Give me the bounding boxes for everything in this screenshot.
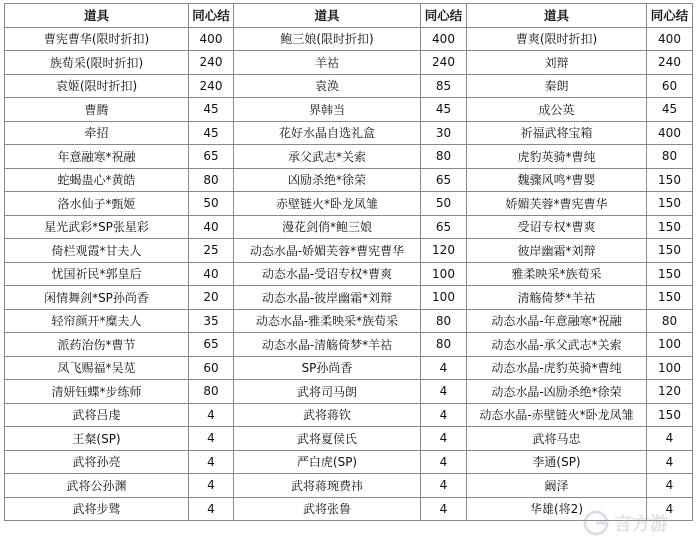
cell-value-2: 80 xyxy=(421,309,467,333)
cell-item-3: 秦朗 xyxy=(467,74,647,98)
cell-item-3: 动态水晶-赤壁链火*卧龙凤雏 xyxy=(467,403,647,427)
cell-item-1: 星光武彩*SP张星彩 xyxy=(5,215,189,239)
cell-item-3: 彼岸幽霜*刘辩 xyxy=(467,239,647,263)
cell-item-1: 洛水仙子*甄姬 xyxy=(5,192,189,216)
cell-value-3: 100 xyxy=(647,356,693,380)
cell-value-3: 400 xyxy=(647,121,693,145)
cell-value-1: 80 xyxy=(189,168,234,192)
cell-value-3: 4 xyxy=(647,497,693,521)
header-cell-item-2: 道具 xyxy=(234,4,421,28)
header-cell-value-2: 同心结 xyxy=(421,4,467,28)
cell-value-1: 4 xyxy=(189,474,234,498)
cell-value-2: 4 xyxy=(421,380,467,404)
cell-item-1: 派药治伤*曹节 xyxy=(5,333,189,357)
cell-value-1: 45 xyxy=(189,121,234,145)
cell-item-2: 动态水晶-清觞倚梦*羊祜 xyxy=(234,333,421,357)
cell-item-1: 倚栏观霞*甘夫人 xyxy=(5,239,189,263)
cell-value-1: 240 xyxy=(189,51,234,75)
cell-item-2: 动态水晶-受诏专权*曹爽 xyxy=(234,262,421,286)
cell-value-3: 4 xyxy=(647,427,693,451)
cell-item-3: 动态水晶-年意融寒*祝融 xyxy=(467,309,647,333)
cell-value-3: 80 xyxy=(647,309,693,333)
table-row xyxy=(5,356,693,380)
cell-item-2: 赤壁链火*卧龙凤雏 xyxy=(234,192,421,216)
cell-item-2: 严白虎(SP) xyxy=(234,450,421,474)
cell-item-3: 雅柔映采*族荀采 xyxy=(467,262,647,286)
cell-value-1: 4 xyxy=(189,403,234,427)
cell-value-2: 120 xyxy=(421,239,467,263)
cell-value-3: 100 xyxy=(647,333,693,357)
cell-item-1: 袁姬(限时折扣) xyxy=(5,74,189,98)
cell-value-3: 150 xyxy=(647,192,693,216)
exchange-table xyxy=(4,3,693,521)
cell-value-1: 40 xyxy=(189,262,234,286)
cell-item-2: 动态水晶-彼岸幽霜*刘辩 xyxy=(234,286,421,310)
cell-item-2: 武将张鲁 xyxy=(234,497,421,521)
cell-value-2: 65 xyxy=(421,168,467,192)
table-row xyxy=(5,74,693,98)
cell-item-3: 受诏专权*曹爽 xyxy=(467,215,647,239)
cell-item-1: 武将公孙渊 xyxy=(5,474,189,498)
cell-value-1: 40 xyxy=(189,215,234,239)
cell-item-3: 刘辩 xyxy=(467,51,647,75)
cell-item-1: 蛇蝎蛊心*黄皓 xyxy=(5,168,189,192)
cell-item-2: 承父武志*关索 xyxy=(234,145,421,169)
cell-value-3: 80 xyxy=(647,145,693,169)
cell-item-3: 曹爽(限时折扣) xyxy=(467,27,647,51)
cell-item-2: 羊祜 xyxy=(234,51,421,75)
table-row xyxy=(5,168,693,192)
header-cell-item-1: 道具 xyxy=(5,4,189,28)
cell-value-2: 4 xyxy=(421,497,467,521)
cell-value-2: 85 xyxy=(421,74,467,98)
cell-value-2: 100 xyxy=(421,286,467,310)
cell-value-2: 65 xyxy=(421,215,467,239)
cell-item-2: 动态水晶-娇媚芙蓉*曹宪曹华 xyxy=(234,239,421,263)
cell-item-2: 武将司马朗 xyxy=(234,380,421,404)
cell-item-3: 虎豹英骑*曹纯 xyxy=(467,145,647,169)
table-row xyxy=(5,27,693,51)
cell-item-3: 华雄(将2) xyxy=(467,497,647,521)
table-row xyxy=(5,262,693,286)
cell-value-1: 45 xyxy=(189,98,234,122)
cell-value-2: 4 xyxy=(421,403,467,427)
cell-value-1: 240 xyxy=(189,74,234,98)
table-row xyxy=(5,497,693,521)
table-row xyxy=(5,403,693,427)
cell-value-2: 45 xyxy=(421,98,467,122)
cell-value-1: 20 xyxy=(189,286,234,310)
cell-value-3: 150 xyxy=(647,262,693,286)
cell-value-2: 400 xyxy=(421,27,467,51)
table-body xyxy=(5,27,693,521)
cell-item-1: 凤飞赐福*吴苋 xyxy=(5,356,189,380)
table-row xyxy=(5,239,693,263)
cell-value-3: 150 xyxy=(647,215,693,239)
cell-value-1: 25 xyxy=(189,239,234,263)
cell-value-3: 150 xyxy=(647,239,693,263)
cell-value-3: 240 xyxy=(647,51,693,75)
cell-item-3: 阚泽 xyxy=(467,474,647,498)
cell-value-2: 80 xyxy=(421,333,467,357)
cell-value-1: 4 xyxy=(189,427,234,451)
cell-item-2: SP孙尚香 xyxy=(234,356,421,380)
header-cell-value-3: 同心结 xyxy=(647,4,693,28)
cell-item-3: 娇媚芙蓉*曹宪曹华 xyxy=(467,192,647,216)
cell-item-3: 清觞倚梦*羊祜 xyxy=(467,286,647,310)
svg-text:言方游: 言方游 xyxy=(614,514,668,535)
cell-item-3: 魏骤风鸣*曹婴 xyxy=(467,168,647,192)
table-row xyxy=(5,474,693,498)
cell-item-2: 武将蒋琬费祎 xyxy=(234,474,421,498)
table-row xyxy=(5,145,693,169)
cell-value-3: 4 xyxy=(647,450,693,474)
cell-item-2: 界韩当 xyxy=(234,98,421,122)
cell-value-1: 4 xyxy=(189,497,234,521)
cell-value-2: 80 xyxy=(421,145,467,169)
cell-item-3: 祈福武将宝箱 xyxy=(467,121,647,145)
table-row xyxy=(5,98,693,122)
cell-value-3: 45 xyxy=(647,98,693,122)
cell-item-1: 清妍钰蝶*步练师 xyxy=(5,380,189,404)
cell-value-3: 400 xyxy=(647,27,693,51)
cell-value-2: 100 xyxy=(421,262,467,286)
cell-item-2: 花好水晶自选礼盒 xyxy=(234,121,421,145)
table-row xyxy=(5,333,693,357)
table-header xyxy=(5,4,693,28)
cell-item-1: 曹腾 xyxy=(5,98,189,122)
table-row xyxy=(5,215,693,239)
cell-item-1: 王粲(SP) xyxy=(5,427,189,451)
cell-value-3: 4 xyxy=(647,474,693,498)
cell-item-1: 武将吕虔 xyxy=(5,403,189,427)
cell-value-1: 65 xyxy=(189,333,234,357)
cell-value-2: 4 xyxy=(421,427,467,451)
cell-item-2: 凶励杀绝*徐荣 xyxy=(234,168,421,192)
cell-value-2: 50 xyxy=(421,192,467,216)
table-row xyxy=(5,286,693,310)
cell-value-2: 30 xyxy=(421,121,467,145)
cell-item-1: 牵招 xyxy=(5,121,189,145)
cell-value-3: 150 xyxy=(647,403,693,427)
table-row xyxy=(5,121,693,145)
cell-value-1: 50 xyxy=(189,192,234,216)
cell-value-1: 65 xyxy=(189,145,234,169)
cell-item-3: 动态水晶-承父武志*关索 xyxy=(467,333,647,357)
cell-item-2: 鲍三娘(限时折扣) xyxy=(234,27,421,51)
cell-value-3: 120 xyxy=(647,380,693,404)
cell-value-1: 400 xyxy=(189,27,234,51)
cell-item-3: 武将马忠 xyxy=(467,427,647,451)
cell-item-1: 曹宪曹华(限时折扣) xyxy=(5,27,189,51)
cell-item-3: 动态水晶-凶励杀绝*徐荣 xyxy=(467,380,647,404)
cell-value-2: 4 xyxy=(421,474,467,498)
header-cell-item-3: 道具 xyxy=(467,4,647,28)
cell-item-1: 年意融寒*祝融 xyxy=(5,145,189,169)
cell-value-1: 60 xyxy=(189,356,234,380)
header-row xyxy=(5,4,693,28)
cell-value-3: 150 xyxy=(647,168,693,192)
cell-item-2: 动态水晶-雅柔映采*族荀采 xyxy=(234,309,421,333)
cell-item-1: 族荀采(限时折扣) xyxy=(5,51,189,75)
cell-item-3: 李通(SP) xyxy=(467,450,647,474)
cell-value-2: 240 xyxy=(421,51,467,75)
table-row xyxy=(5,51,693,75)
cell-item-1: 忧国祈民*郭皇后 xyxy=(5,262,189,286)
table-row xyxy=(5,427,693,451)
cell-value-2: 4 xyxy=(421,356,467,380)
cell-item-1: 闲情舞剑*SP孙尚香 xyxy=(5,286,189,310)
cell-value-1: 35 xyxy=(189,309,234,333)
cell-value-1: 4 xyxy=(189,450,234,474)
cell-item-3: 成公英 xyxy=(467,98,647,122)
cell-value-1: 80 xyxy=(189,380,234,404)
cell-value-2: 4 xyxy=(421,450,467,474)
cell-item-3: 动态水晶-虎豹英骑*曹纯 xyxy=(467,356,647,380)
cell-item-2: 武将蒋钦 xyxy=(234,403,421,427)
cell-item-1: 轻帘颜开*糜夫人 xyxy=(5,309,189,333)
cell-value-3: 60 xyxy=(647,74,693,98)
cell-item-2: 袁涣 xyxy=(234,74,421,98)
cell-item-1: 武将孙亮 xyxy=(5,450,189,474)
cell-item-2: 武将夏侯氏 xyxy=(234,427,421,451)
cell-item-2: 漫花剑俏*鲍三娘 xyxy=(234,215,421,239)
table-row xyxy=(5,309,693,333)
header-cell-value-1: 同心结 xyxy=(189,4,234,28)
table-row xyxy=(5,380,693,404)
table-row xyxy=(5,450,693,474)
cell-value-3: 150 xyxy=(647,286,693,310)
cell-item-1: 武将步骘 xyxy=(5,497,189,521)
table-row xyxy=(5,192,693,216)
